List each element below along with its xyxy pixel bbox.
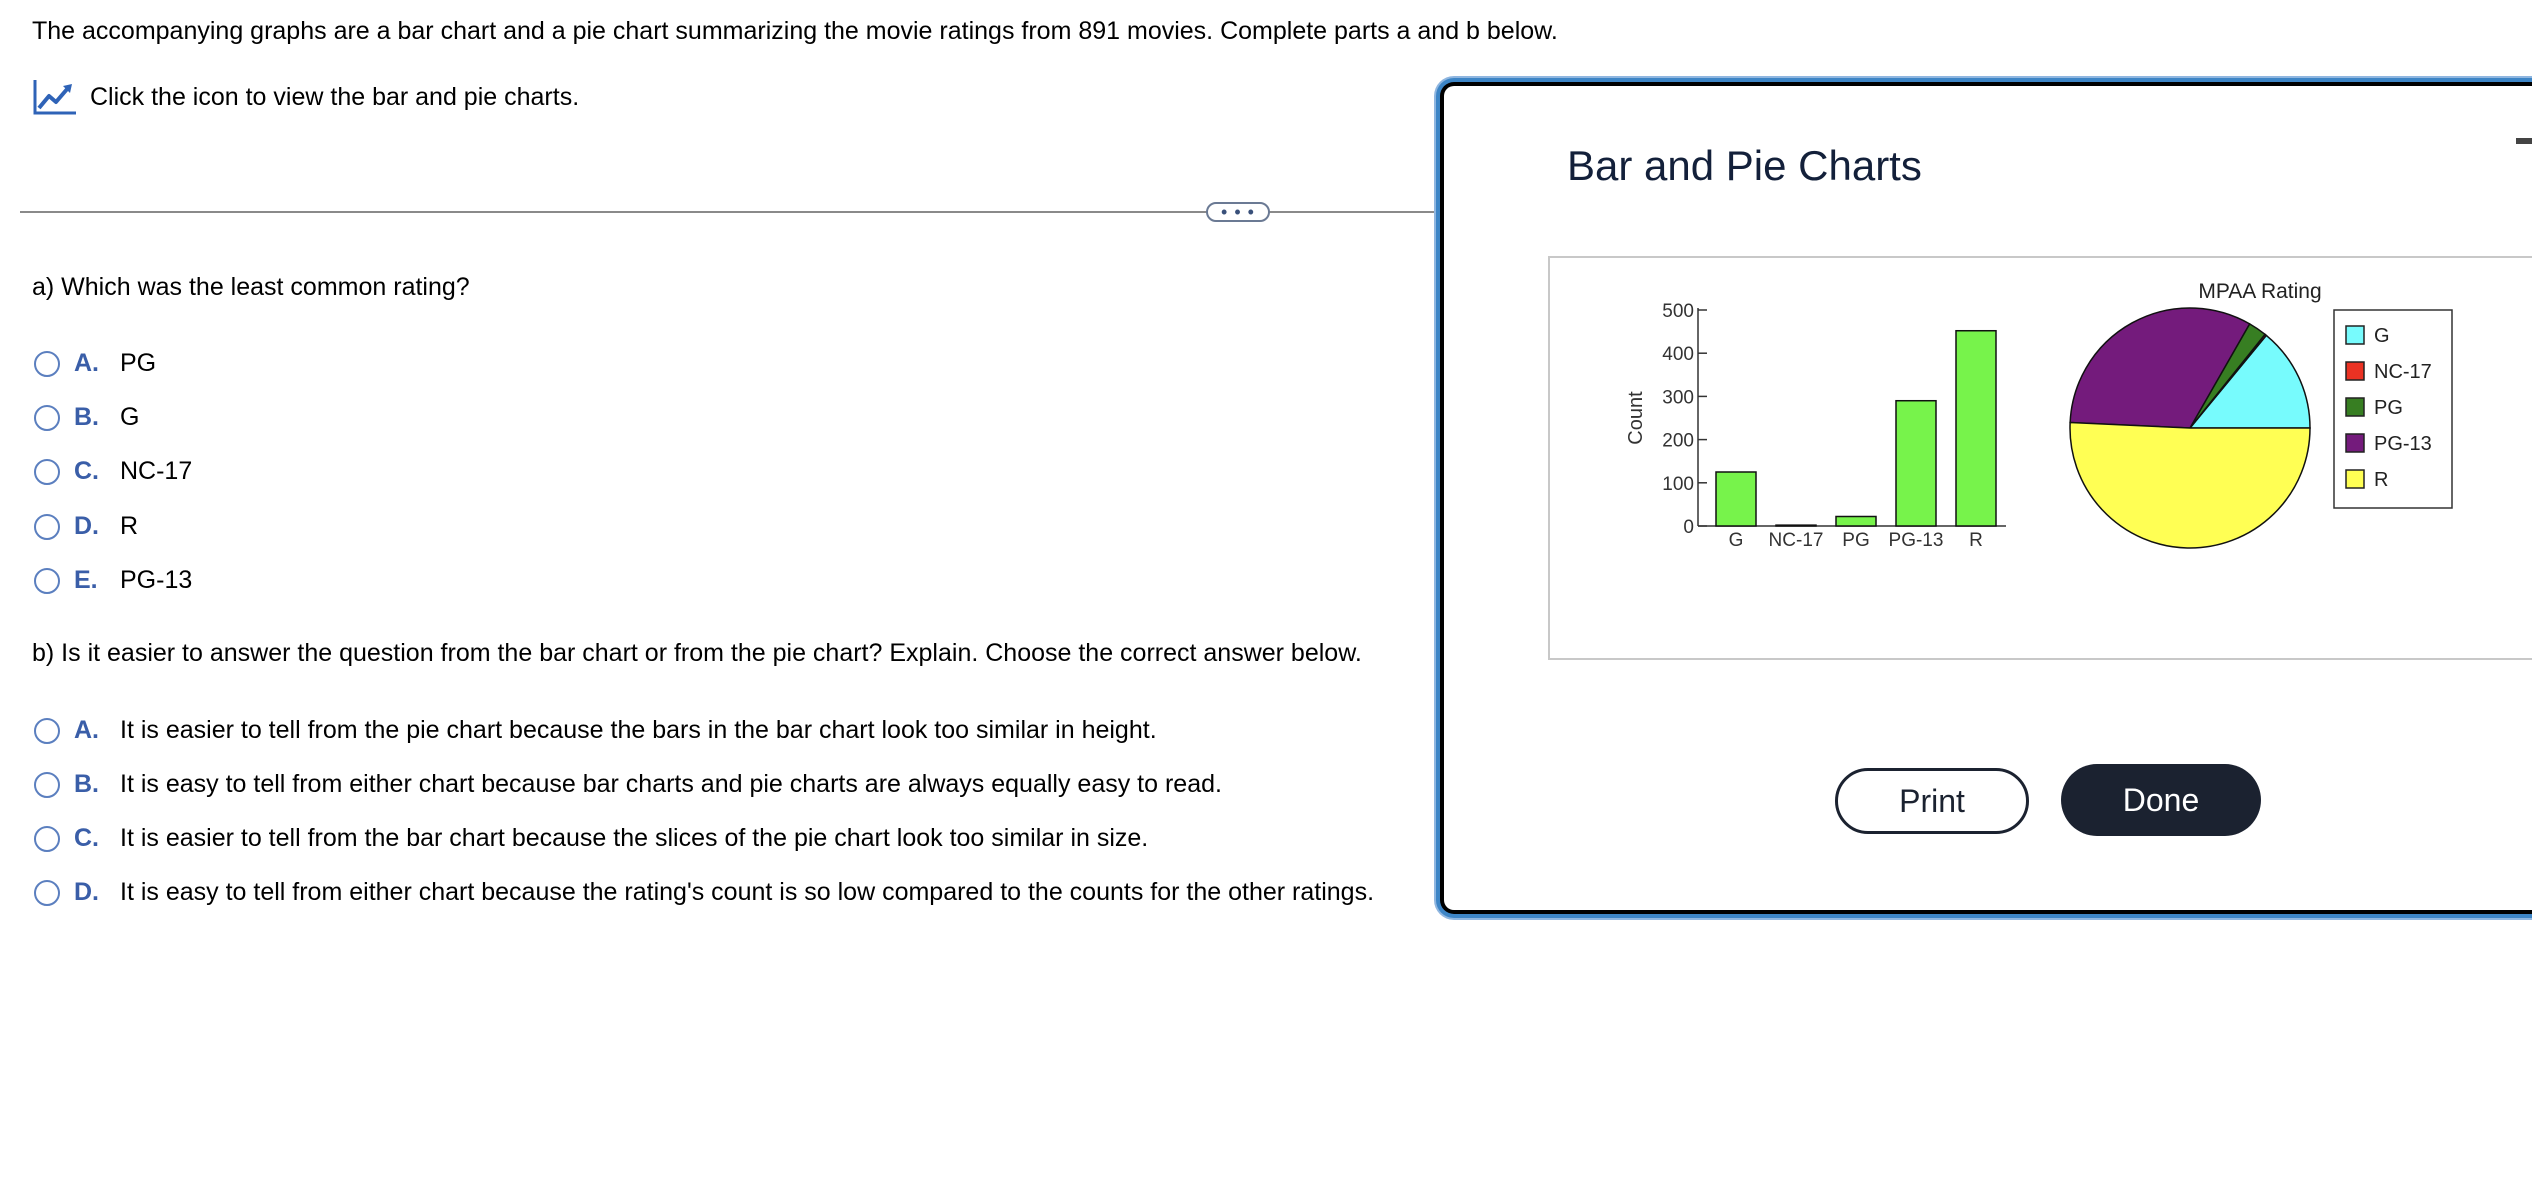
- option-b-b[interactable]: [34, 770, 1222, 799]
- charts-canvas: [1550, 258, 2532, 662]
- x-tick-label: PG-13: [1888, 530, 1944, 551]
- option-d-r[interactable]: [34, 512, 138, 541]
- radio-button[interactable]: [34, 514, 60, 540]
- option-label[interactable]: PG-13: [120, 566, 193, 594]
- option-label[interactable]: PG: [120, 349, 157, 377]
- y-tick-label: 500: [1662, 301, 1694, 322]
- option-c-nc17[interactable]: [34, 457, 192, 486]
- dialog-title: Bar and Pie Charts: [1567, 142, 1922, 189]
- radio-button[interactable]: [34, 351, 60, 377]
- option-a-pg[interactable]: [34, 349, 156, 378]
- legend-swatch-nc-17: [2346, 362, 2364, 380]
- legend-swatch-g: [2346, 326, 2364, 344]
- option-letter: A.: [74, 349, 99, 377]
- bar-r: [1956, 331, 1996, 526]
- legend-swatch-pg-13: [2346, 434, 2364, 452]
- legend-label: NC-17: [2374, 361, 2432, 383]
- x-tick-label: NC-17: [1768, 530, 1824, 551]
- option-b-d[interactable]: [34, 878, 1374, 907]
- option-b-a[interactable]: [34, 716, 1157, 745]
- radio-button[interactable]: [34, 880, 60, 906]
- bar-g: [1716, 472, 1756, 526]
- y-tick-label: 200: [1662, 430, 1694, 452]
- chart-panel: [1548, 256, 2532, 660]
- pie-slice-r: [2070, 423, 2310, 548]
- legend-swatch-r: [2346, 470, 2364, 488]
- y-tick-label: 400: [1662, 344, 1694, 366]
- option-letter: D.: [74, 512, 99, 540]
- y-axis-title: Count: [1625, 391, 1647, 445]
- print-button[interactable]: Print: [1835, 768, 2029, 834]
- option-b-c[interactable]: [34, 824, 1148, 853]
- option-b-g[interactable]: [34, 403, 139, 432]
- intro-text: The accompanying graphs are a bar chart and a pie chart summarizing the movie ratings from 891 movies. Complete parts a and b below.: [32, 17, 1558, 45]
- option-letter: A.: [74, 716, 99, 744]
- line-chart-icon[interactable]: [32, 78, 78, 116]
- radio-button[interactable]: [34, 718, 60, 744]
- option-label[interactable]: It is easy to tell from either chart because bar charts and pie charts are always equally easy to read.: [120, 770, 1222, 798]
- x-tick-label: R: [1969, 530, 1983, 551]
- option-label[interactable]: G: [120, 403, 140, 431]
- legend-label: PG: [2374, 397, 2403, 419]
- y-tick-label: 0: [1683, 517, 1694, 538]
- question-b-text: b) Is it easier to answer the question from the bar chart or from the pie chart? Explain. Choose the correct answer below.: [32, 639, 1362, 667]
- bar-nc-17: [1776, 525, 1816, 526]
- charts-dialog: [1440, 82, 2532, 914]
- option-label[interactable]: It is easy to tell from either chart because the rating's count is so low compared to the counts for the other ratings.: [120, 878, 1375, 906]
- expand-button[interactable]: • • •: [1206, 202, 1270, 222]
- legend-label: R: [2374, 469, 2389, 491]
- option-letter: C.: [74, 824, 99, 852]
- option-letter: B.: [74, 770, 99, 798]
- done-button[interactable]: Done: [2061, 764, 2261, 836]
- question-a-text: a) Which was the least common rating?: [32, 273, 470, 301]
- legend-swatch-pg: [2346, 398, 2364, 416]
- radio-button[interactable]: [34, 568, 60, 594]
- bar-pg: [1836, 516, 1876, 526]
- legend-label: PG-13: [2374, 433, 2432, 455]
- option-letter: D.: [74, 878, 99, 906]
- y-tick-label: 300: [1662, 387, 1694, 409]
- legend-label: G: [2374, 325, 2390, 347]
- radio-button[interactable]: [34, 826, 60, 852]
- x-tick-label: G: [1728, 530, 1744, 551]
- option-letter: C.: [74, 457, 99, 485]
- option-letter: B.: [74, 403, 99, 431]
- view-charts-label[interactable]: Click the icon to view the bar and pie charts.: [90, 82, 580, 111]
- radio-button[interactable]: [34, 459, 60, 485]
- x-tick-label: PG: [1842, 530, 1870, 551]
- radio-button[interactable]: [34, 772, 60, 798]
- option-e-pg13[interactable]: [34, 566, 192, 595]
- option-label[interactable]: R: [120, 512, 139, 540]
- view-charts-link[interactable]: [32, 78, 579, 116]
- option-letter: E.: [74, 566, 98, 594]
- y-tick-label: 100: [1662, 473, 1694, 495]
- minimize-icon[interactable]: [2516, 138, 2532, 144]
- option-label[interactable]: It is easier to tell from the bar chart because the slices of the pie chart look too similar in size.: [120, 824, 1149, 852]
- bar-pg-13: [1896, 401, 1936, 526]
- radio-button[interactable]: [34, 405, 60, 431]
- pie-title: MPAA Rating: [2198, 280, 2322, 303]
- option-label[interactable]: NC-17: [120, 457, 193, 485]
- option-label[interactable]: It is easier to tell from the pie chart because the bars in the bar chart look too similar in height.: [120, 716, 1157, 744]
